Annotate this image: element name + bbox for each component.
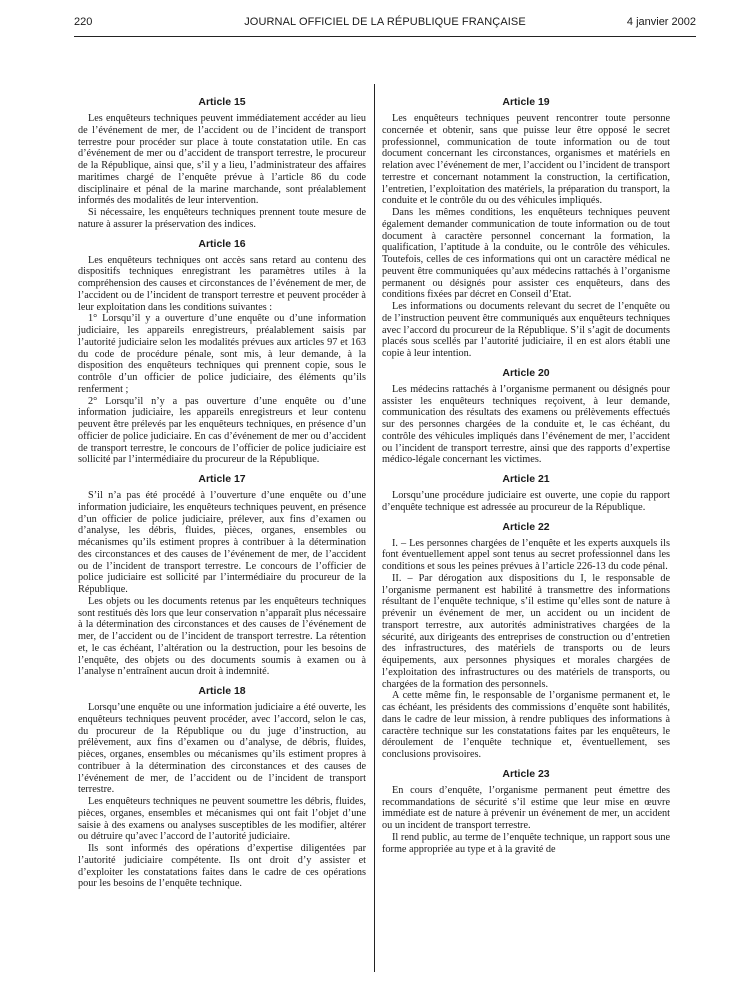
article-paragraph: Ils sont informés des opérations d’expertise diligentées par l’autorité judiciaire compétente. Ils ont droit d’y assister et d’exploiter les constatations faites dans le cadre de ces opérations pour les besoins de l’enquête technique.	[78, 843, 366, 890]
article-heading: Article 15	[198, 96, 246, 108]
issue-date: 4 janvier 2002	[626, 16, 696, 28]
article-paragraph: Les enquêteurs techniques ont accès sans retard au contenu des dispositifs techniques enregistrant les paramètres utiles à la compréhension des causes et circonstances de l’événement de mer, de l’accident ou de l’incident de transport terrestre et peuvent procéder à leur exploitation dans les conditions suivantes :	[78, 254, 366, 313]
article-paragraph: Si nécessaire, les enquêteurs techniques prennent toute mesure de nature à assurer la préservation des indices.	[78, 207, 366, 230]
article-paragraph: 1° Lorsqu’il y a ouverture d’une enquête ou d’une information judiciaire, les appareils enregistreurs, préalablement saisis par l’autorité judiciaire selon les modalités prévues aux articles 97 et 163 du code de procédure pénale, sont mis, à leur demande, à la disposition des enquêteurs techniques qui prennent copie, sous le contrôle d’un officier de police judiciaire, des éléments qu’ils renferment ;	[78, 313, 366, 395]
article-heading: Article 22	[502, 520, 550, 533]
article-paragraph: A cette même fin, le responsable de l’organisme permanent et, le cas échéant, les présidents des commissions d’enquête sont habilités, dans le cadre de leur mission, à rendre publiques des informations à caractère technique sur les constatations faites par les enquêteurs, le déroulement de l’enquête technique et, éventuellement, ses conclusions provisoires.	[382, 690, 670, 760]
journal-title: JOURNAL OFFICIEL DE LA RÉPUBLIQUE FRANÇAISE	[244, 16, 526, 28]
article-paragraph: II. – Par dérogation aux dispositions du I, le responsable de l’organisme permanent est habilité à transmettre des informations résultant de l’enquête technique, s’il estime qu’elles sont de nature à prévenir un événement de mer, un accident ou un incident de transport terrestre, aux autorités administratives chargées de la sécurité, aux dirigeants des entreprises de construction ou d’entretien des infrastructures, des matériels de transports ou de leurs équipements, aux personnes physiques et morales chargées de l’exploitation des infrastructures ou des matériels de transports, ou chargées de la formation des personnels.	[382, 572, 670, 690]
article-heading: Article 21	[502, 473, 550, 485]
page-header	[74, 16, 696, 32]
article-paragraph: Lorsqu’une procédure judiciaire est ouverte, une copie du rapport d’enquête technique est adressée au procureur de la République.	[382, 490, 670, 513]
article-paragraph: Lorsqu’une enquête ou une information judiciaire a été ouverte, les enquêteurs techniques peuvent procéder, avec l’accord, selon le cas, du procureur de la République ou du juge d’instruction, au prélèvement, aux fins d’examen ou d’analyse, de débris, fluides, pièces, organes, ensembles ou mécanismes qu’ils estiment propres à contribuer à la détermination des circonstances et des causes de l’événement de mer, de l’accident ou de l’incident de transport terrestre.	[78, 702, 366, 796]
article-paragraph: S’il n’a pas été procédé à l’ouverture d’une enquête ou d’une information judiciaire, les enquêteurs techniques peuvent, en présence d’un officier de police judiciaire, prélever, aux fins d’examen ou d’analyse, les débris, fluides, pièces, organes, ensembles ou mécanismes qu’ils estiment propres à contribuer à la détermination des circonstances et des causes de l’événement de mer, de l’accident ou de l’incident de transport terrestre. Le concours de l’officier de police judiciaire est sollicité par l’intermédiaire du procureur de la République.	[78, 490, 366, 595]
article-paragraph: Il rend public, au terme de l’enquête technique, un rapport sous une forme appropriée au type et à la gravité de	[382, 831, 670, 855]
article-heading: Article 23	[502, 767, 550, 780]
article-heading: Article 20	[502, 366, 550, 379]
article-paragraph: En cours d’enquête, l’organisme permanent peut émettre des recommandations de sécurité s’il estime que leur mise en œuvre immédiate est de nature à prévenir un événement de mer, un accident ou un incident de transport terrestre.	[382, 784, 670, 831]
article-heading: Article 19	[502, 96, 550, 108]
article-paragraph: Les informations ou documents relevant du secret de l’enquête ou de l’instruction peuvent être communiqués aux enquêteurs techniques avec l’accord du procureur de la République. S’il s’agit de documents placés sous scellés par l’autorité judiciaire, il en est alors établi une copie à leur intention.	[382, 301, 670, 359]
page-number: 220	[74, 16, 93, 28]
article-heading: Article 18	[198, 685, 246, 697]
article-paragraph: Les enquêteurs techniques ne peuvent soumettre les débris, fluides, pièces, organes, ensembles et mécanismes qui ont fait l’objet d’une saisie à des examens ou analyses susceptibles de les modifier, altérer ou détruire qu’avec l’accord de l’autorité judiciaire.	[78, 796, 366, 843]
article-paragraph: 2° Lorsqu’il n’y a pas ouverture d’une enquête ou d’une information judiciaire, les appareils enregistreurs et leur contenu peuvent être prélevés par les enquêteurs techniques, en présence d’un officier de police judiciaire. En cas d’événement de mer ou d’accident de transport terrestre, le concours de l’officier de police judiciaire est sollicité par l’intermédiaire du procureur de la République.	[78, 395, 366, 466]
article-heading: Article 16	[198, 237, 246, 250]
article-paragraph: Les objets ou les documents retenus par les enquêteurs techniques sont restitués dès lors que leur conservation n’apparaît plus nécessaire à la détermination des circonstances et des causes de l’événement de mer, de l’accident ou de l’incident de transport terrestre. La rétention et, le cas échéant, l’altération ou la destruction, pour les besoins de l’enquête, des objets ou des documents soumis à examen ou à l’analyse n’entraînent aucun droit à indemnité.	[78, 595, 366, 678]
article-paragraph: Dans les mêmes conditions, les enquêteurs techniques peuvent également demander communication de toute information ou de tout document à caractère personnel concernant la formation, la qualification, l’aptitude à la conduite, ou le contrôle des véhicules. Toutefois, celles de ces informations qui ont un caractère médical ne peuvent être communiquées qu’aux médecins rattachés à l’organisme permanent ou désignés pour assister ces enquêteurs, dans des conditions fixées par décret en Conseil d’Etat.	[382, 207, 670, 301]
right-column	[382, 96, 670, 855]
column-divider	[374, 84, 375, 972]
article-paragraph: Les médecins rattachés à l’organisme permanent ou désignés pour assister les enquêteurs techniques reçoivent, à leur demande, communication des résultats des examens ou prélèvements effectués sur des personnes chargées de la conduite et, le cas échéant, du contrôle des véhicules impliqués dans l’événement de mer, l’accident ou l’incident de transport terrestre, ainsi que des rapports d’expertise médico-légale concernant les victimes.	[382, 383, 670, 466]
article-heading: Article 17	[198, 473, 246, 485]
article-paragraph: Les enquêteurs techniques peuvent rencontrer toute personne concernée et obtenir, sans que puisse leur être opposé le secret professionnel, communication de toute information ou de tout document concernant les circonstances, organismes et matériels en relation avec l’événement de mer, l’accident ou l’incident de transport terrestre et concernant notamment la construction, la certification, l’entretien, l’exploitation des matériels, la préparation du transport, la conduite et le contrôle du ou des véhicules impliqués.	[382, 113, 670, 207]
left-column	[78, 96, 366, 890]
article-paragraph: I. – Les personnes chargées de l’enquête et les experts auxquels ils font éventuellement appel sont tenus au secret professionnel dans les conditions et sous les peines prévues à l’article 226-13 du code pénal.	[382, 537, 670, 572]
article-paragraph: Les enquêteurs techniques peuvent immédiatement accéder au lieu de l’événement de mer, de l’accident ou de l’incident de transport terrestre pour procéder sur place à toute constatation utile. En cas d’événement de mer ou d’accident de transport terrestre, le procureur de la République, ainsi que, s’il y a lieu, l’administrateur des affaires maritimes chargé de l’enquête prévue à l’article 86 du code disciplinaire et pénal de la marine marchande, sont préalablement informés des modalités de leur intervention.	[78, 113, 366, 207]
header-rule	[74, 36, 696, 37]
